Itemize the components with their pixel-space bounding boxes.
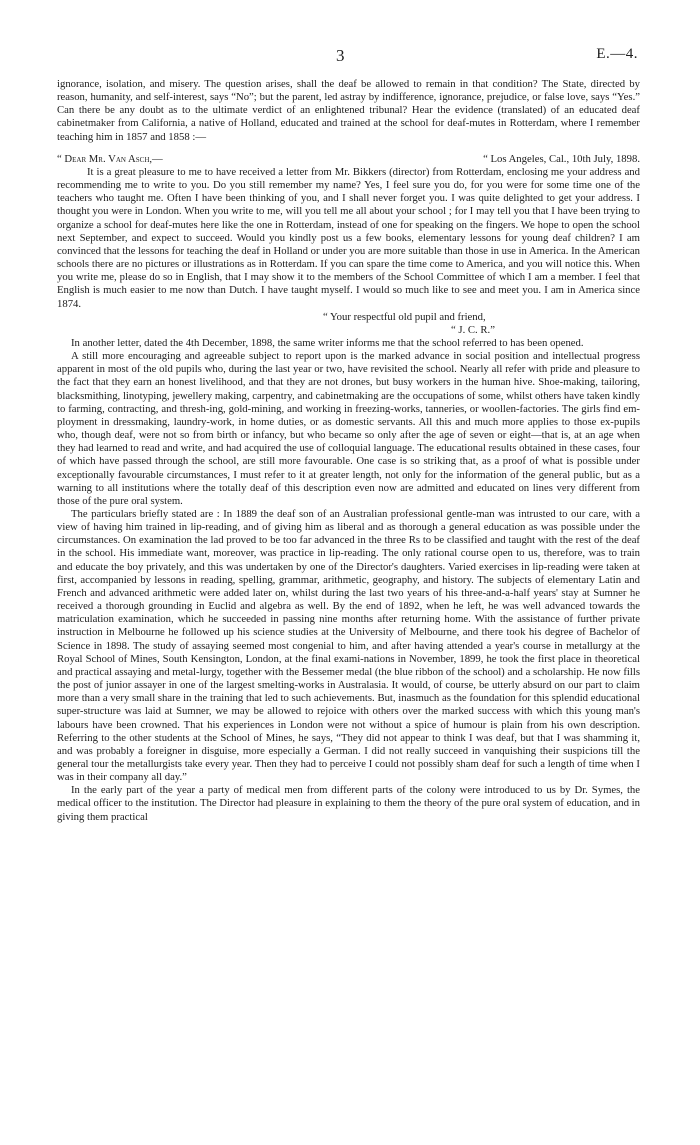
letter-dateline: “ Los Angeles, Cal., 10th July, 1898. (483, 152, 640, 165)
paragraph-another-letter: In another letter, dated the 4th December, 1898, the same writer informs me that the school referred to has been opened. (71, 336, 584, 349)
page-number: 3 (336, 46, 345, 65)
letter-signature: “ J. C. R.” (451, 323, 495, 336)
page-body (57, 78, 640, 824)
paragraph-medical-men: In the early part of the year a party of medical men from different parts of the colony were introduced to us by Dr. Symes, the medical officer to the institution. The Director had pleasure in explaining to them the theory of the pure oral system of education, and in giving them practical (57, 784, 640, 823)
letter-closing: “ Your respectful old pupil and friend, (323, 310, 486, 323)
page-header (0, 46, 700, 66)
intro-paragraph: ignorance, isolation, and misery. The question arises, shall the deaf be allowed to remain in that condition? The State, directed by reason, humanity, and self-interest, says “No”; but the parent, led astray by indifference, ignorance, prejudice, or false love, says “Yes.” Can there be any doubt as to the ultimate verdict of an enlightened tribunal? Hear the evidence (translated) of an educated deaf cabinetmaker from California, a native of Holland, educated and trained at the school for deaf-mutes in Rotterdam, where I remember teaching him in 1857 and 1858 :— (57, 78, 640, 143)
paragraph-particulars: The particulars briefly stated are : In 1889 the deaf son of an Australian professional gentle-man was intrusted to our care, with a view of having him trained in lip-reading, and of giving him as liberal and as thorough a general education as was possible under the circumstances. On examination the lad proved to be too far advanced in the three Rs to be classified and taught with the rest of the deaf in the school. His immediate want, moreover, was practice in lip-reading. The only rational course open to us, therefore, was to train and educate the boy privately, and this was undertaken by one of the Director's daughters. Varied exercises in lip-reading were taken at first, accompanied by lessons in reading, spelling, grammar, arithmetic, geography, and history. The subjects of elementary Latin and French and advanced arithmetic were added later on, whilst during the last two years of his three-and-a-half years' stay at Sumner he received a thorough grounding in Euclid and algebra as well. By the end of 1892, when he left, he was well advanced towards the matriculation examination, which he succeeded in passing nine months after returning home. With the assistance of further private instruction in Melbourne he followed up his science studies at the University of Melbourne, and there took his degree of Bachelor of Science in 1898. The study of assaying seemed most congenial to him, and after having attended a year's course in metallurgy at the Royal School of Mines, South Kensington, London, at the final exami-nations in November, 1899, he took the first place in theoretical and practical assaying and metal-lurgy, together with the Bessemer medal (the blue ribbon of the school) and a scholarship. He now fills the post of junior assayer in one of the largest smelting-works in Australasia. It would, of course, be utterly absurd on our part to claim more than a very small share in the training that led to such achievements. But, inasmuch as the foundation for this splendid educational super-structure was laid at Sumner, we may be allowed to rejoice with others over the marked success with which this young man's labours have been crowned. That his experiences in London were not without a spice of humour is plain from his own description. Referring to the other students at the School of Mines, he says, “They did not appear to think I was deaf, but that I was shamming it, and was probably a foreigner in disguise, more especially a German. I did not really succeed in vanquishing their suspicions till the general tour the metallurgists take every year. Then they had to perceive I could not possibly sham deaf for such a length of time when I was in their company all day.” (57, 508, 640, 784)
letter-text: It is a great pleasure to me to have received a letter from Mr. Bikkers (director) from Rotterdam, enclosing me your address and recommending me to write to you. Do you still remember my name? Yes, I feel sure you do, for you were for some time one of the teachers who taught me. Often I have been thinking of you, and I shall never forget you. I was quite delighted to get your address. I thought you were in London. When you write to me, will you tell me all about your school ; for I may tell you that I have been trying to organize a school for deaf-mutes here like the one in Rotterdam, instead of one for speaking on the fingers. We hope to open the school next September, and expect to succeed. Would you kindly post us a few books, elementary lessons for young deaf children? I am convinced that the lessons for teaching the deaf in Holland or under you are more suitable than those in use in America. In the American schools there are no pictures or illustrations as in Rotterdam. If you can spare the time come to America, and you will notice this. When you write me, please do so in English, that I may show it to the members of the School Committee of which I am a member. I feel that English is much easier to me now than Dutch. I have taught myself. I would so much like to see and meet you. I am in America since 1874. (57, 165, 640, 310)
paragraph-old-pupils: A still more encouraging and agreeable subject to report upon is the marked advance in social position and intellectual progress apparent in most of the old pupils who, during the last year or two, have revisited the school. Nearly all refer with pride and pleasure to the fact that they earn an honest livelihood, and that they are not drones, but busy workers in the human hive. Shoe-making, tailoring, blacksmithing, linotyping, jewellery making, carpentry, and cabinetmaking are the occupations of some, whilst others have taken kindly to farming, contracting, and thresh-ing, gold-mining, and working in freezing-works, tanneries, or woollen-factories. The girls find em-ployment in dressmaking, laundry-work, in home duties, or as domestic servants. All this and much more applies to those ex-pupils who, though deaf, were not so from birth or infancy, but who became so only after the age of seven or eight—that is, at an age when they had learned to read and write, and had acquired the use of colloquial language. The educational results obtained in these cases, four of which have passed through the school, are still more favourable. One case is so striking that, as a proof of what is possible under exceptionally favourable circumstances, I must refer to it at greater length, not only for the information of the general public, but as a warning to all institutions where the totally deaf of this description even now are admitted and educated on lines very different from those of the pure oral system. (57, 350, 640, 507)
document-code: E.—4. (596, 46, 638, 62)
letter-salutation: “ Dear Mr. Van Asch,— (57, 152, 163, 165)
letter-heading (57, 153, 640, 166)
